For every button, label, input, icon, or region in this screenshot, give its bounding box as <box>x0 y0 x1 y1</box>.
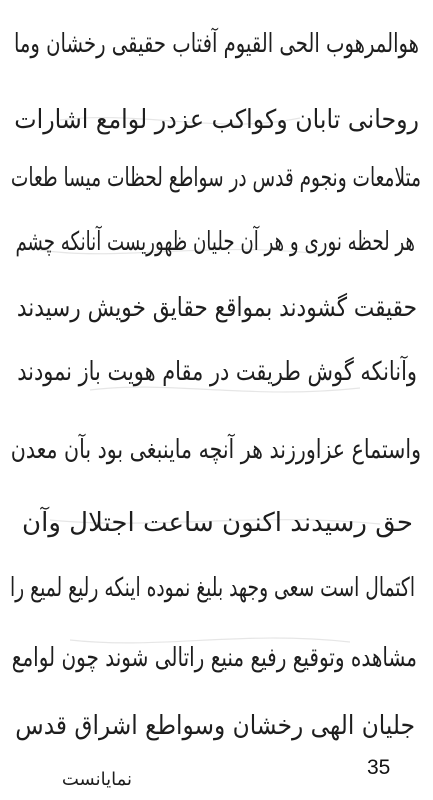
manuscript-line: وآنانکه گوش طریقت در مقام هویت باز نمودند <box>17 357 418 387</box>
manuscript-line: حقیقت گشودند بمواقع حقایق خویش رسیدند <box>16 293 417 323</box>
manuscript-line: هوالمرهوب الحی القیوم آفتاب حقیقی رخشان وما <box>13 29 419 59</box>
manuscript-line: روحانی تابان وکواکب عزدر لوامع اشارات <box>14 105 419 135</box>
page-number: 35 <box>367 756 391 779</box>
manuscript-line: مشاهده وتوقیع رفیع منیع راتالی شوند چون لوامع <box>11 643 418 673</box>
manuscript-line: متلامعات ونجوم قدس در سواطع لحظات میسا طعات <box>10 163 421 193</box>
manuscript-line: حق رسیدند اکنون ساعت اجتلال وآن <box>22 508 413 538</box>
manuscript-line: هر لحظه نوری و هر آن جلیان ظهوریست آنانکه چشم <box>15 227 415 257</box>
manuscript-line: واستماع عزاورزند هر آنچه ماینبغی بود بآن معدن <box>10 435 421 465</box>
manuscript-line: جلیان الهی رخشان وسواطع اشراق قدس <box>15 711 416 741</box>
manuscript-line: اکتمال است سعی وجهد بلیغ نموده اینکه رلیع لمیع را <box>9 573 416 603</box>
manuscript-line: نمایانست <box>61 769 132 790</box>
